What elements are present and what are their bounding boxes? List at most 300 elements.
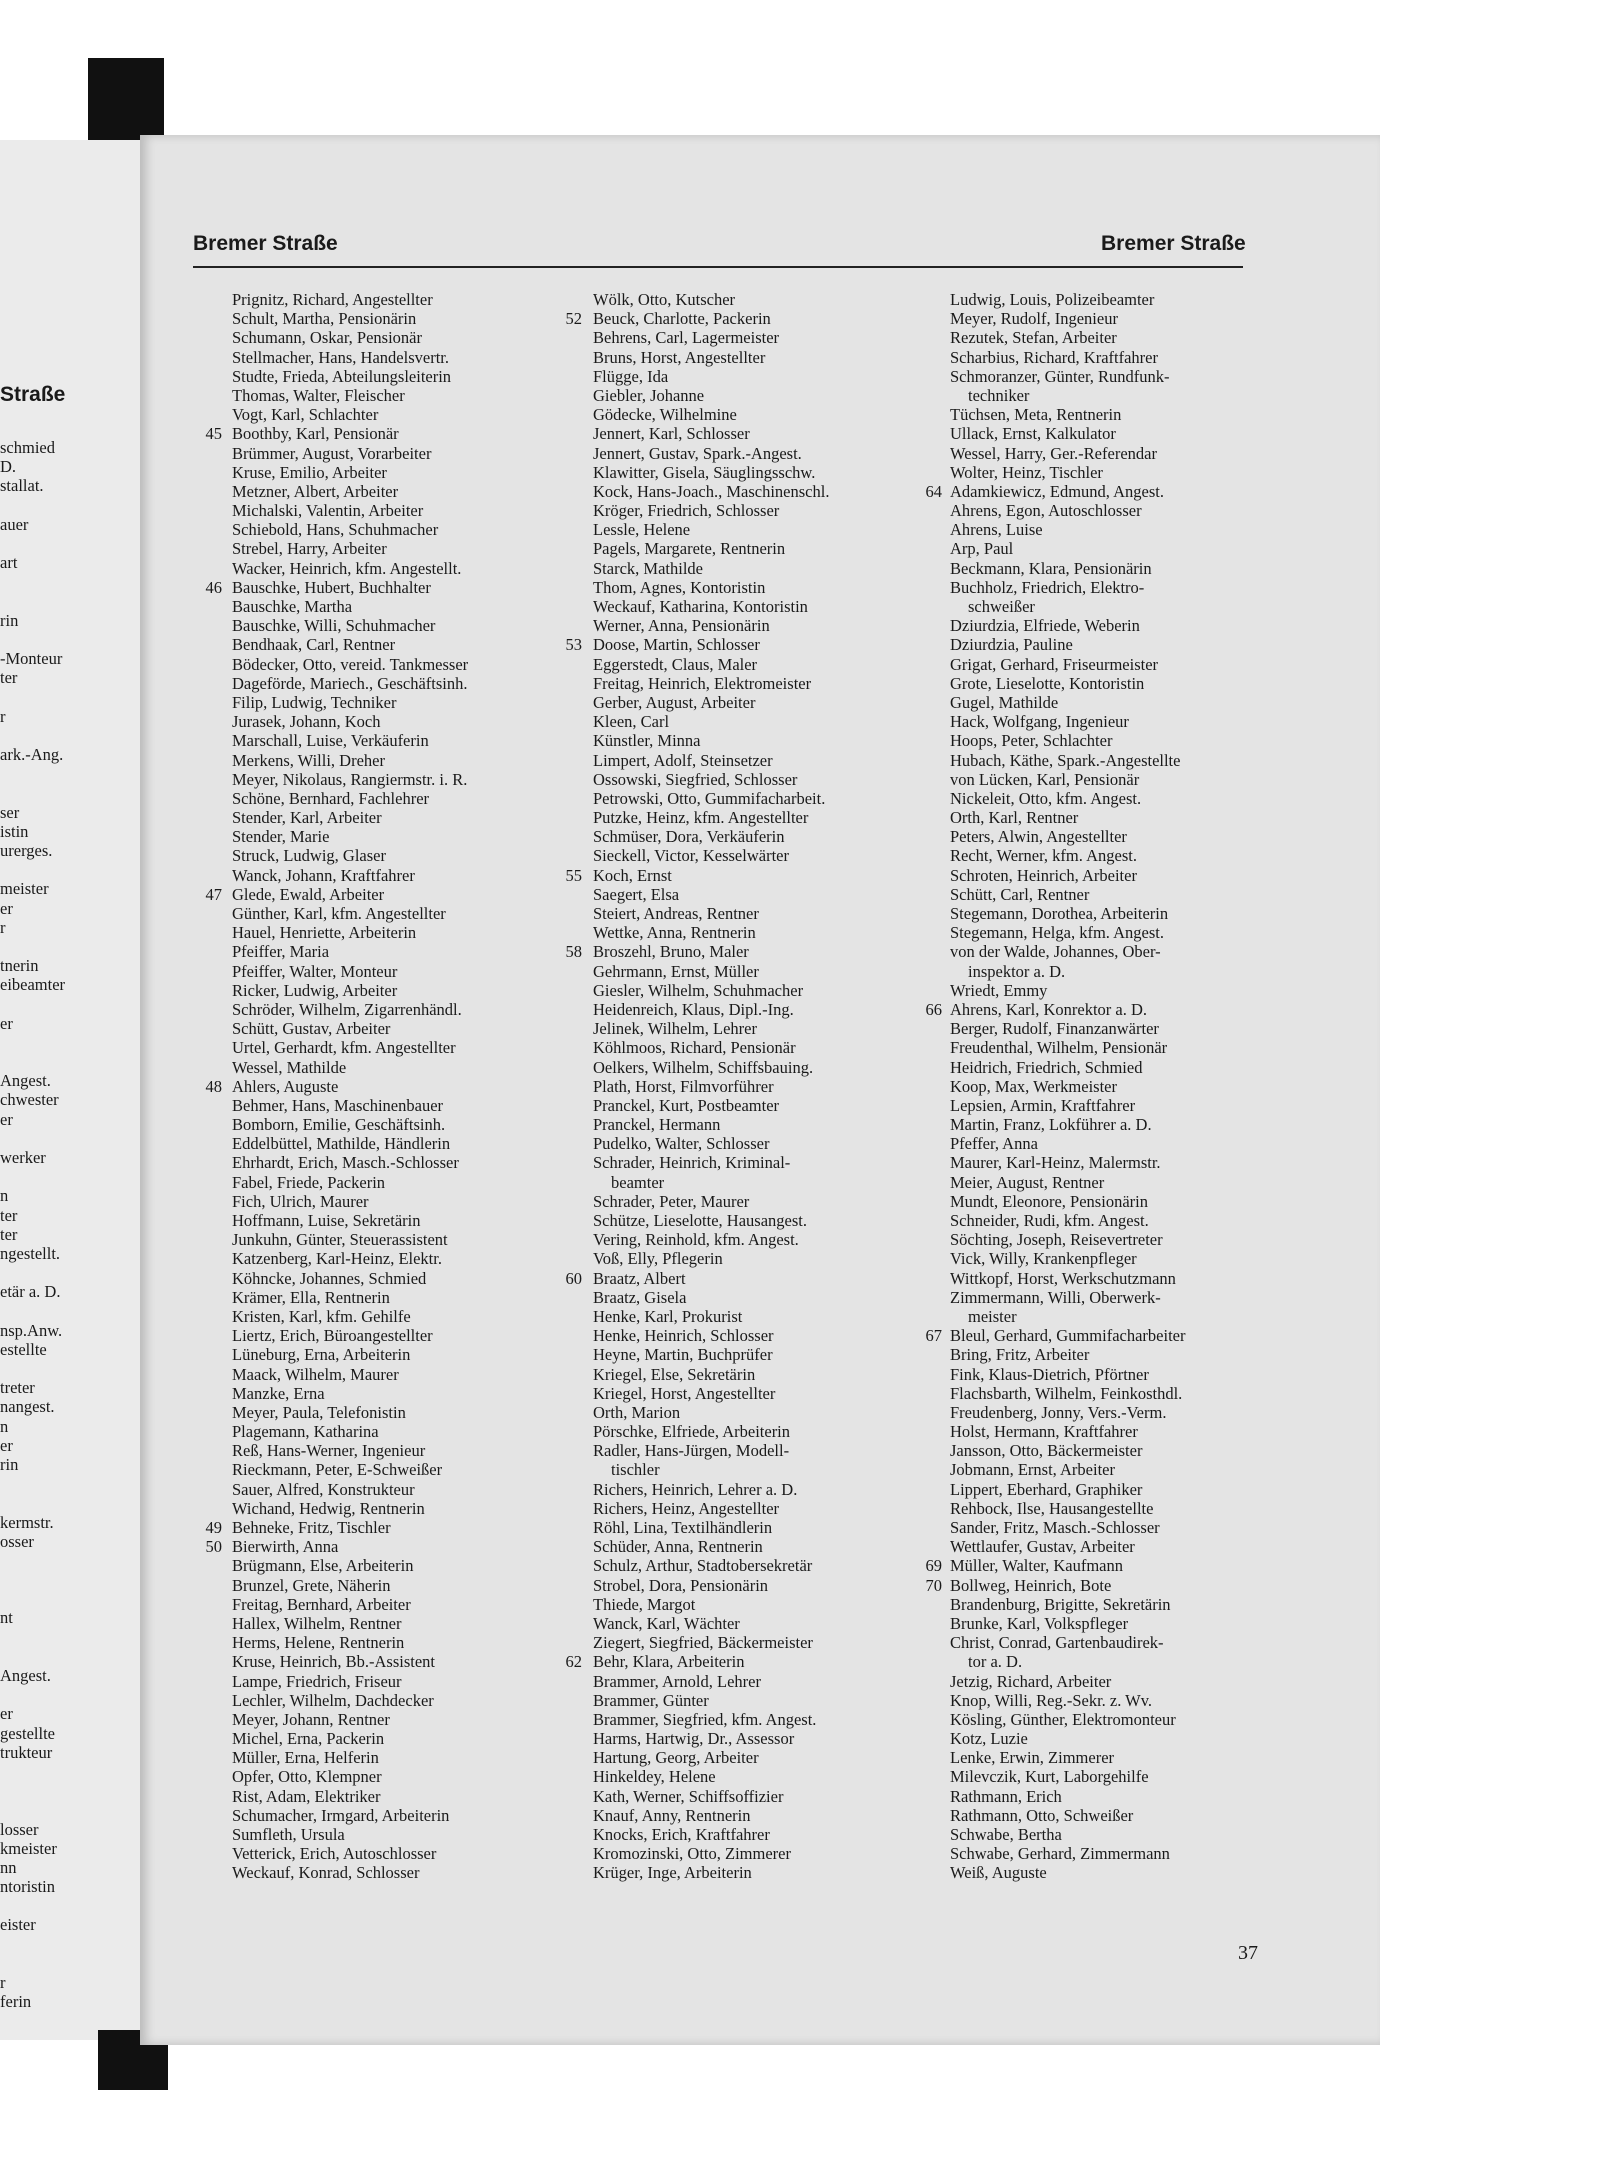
resident-text: Gödecke, Wilhelmine: [593, 405, 737, 425]
resident-entry: [550, 1038, 910, 1057]
resident-entry: [910, 827, 1250, 846]
resident-text: Dziurdzia, Pauline: [950, 635, 1073, 655]
resident-text: Grigat, Gerhard, Friseurmeister: [950, 654, 1159, 674]
resident-text: Weckauf, Konrad, Schlosser: [232, 1863, 420, 1883]
resident-text: Giesler, Wilhelm, Schuhmacher: [593, 980, 804, 1000]
resident-text: Merkens, Willi, Dreher: [232, 750, 385, 770]
resident-text: Günther, Karl, kfm. Angestellter: [232, 904, 446, 923]
resident-text: Stegemann, Helga, kfm. Angest.: [950, 923, 1165, 943]
left-page-entry: ser: [0, 802, 20, 822]
resident-entry: [190, 1365, 560, 1384]
resident-text: Pagels, Margarete, Rentnerin: [593, 539, 786, 559]
resident-entry: [910, 539, 1250, 558]
house-number: 47: [205, 884, 222, 904]
resident-text: Fabel, Friede, Packerin: [232, 1172, 386, 1192]
resident-text: Lepsien, Armin, Kraftfahrer: [950, 1095, 1136, 1115]
resident-entry: [190, 501, 560, 520]
resident-entry: [910, 616, 1250, 635]
resident-entry: [910, 1403, 1250, 1422]
left-page-entry: er: [0, 1435, 13, 1455]
resident-entry: [190, 827, 560, 846]
resident-text: Meier, August, Rentner: [950, 1172, 1105, 1192]
resident-entry: [190, 942, 560, 961]
left-page-entry: meister: [0, 879, 49, 899]
resident-entry: [910, 1211, 1250, 1230]
left-page-entry: [0, 994, 138, 1013]
resident-entry: [550, 1096, 910, 1115]
resident-text: Eddelbüttel, Mathilde, Händlerin: [232, 1134, 451, 1154]
resident-entry: [550, 827, 910, 846]
house-number: 52: [565, 309, 582, 329]
left-page-entry: n: [0, 1416, 9, 1436]
resident-text: Pfeiffer, Maria: [232, 942, 330, 962]
left-page-entry: [0, 1474, 138, 1493]
resident-entry: [190, 1691, 560, 1710]
resident-entry: [190, 1748, 560, 1767]
resident-text: Lippert, Eberhard, Graphiker: [950, 1479, 1143, 1499]
left-page-entry: etär a. D.: [0, 1282, 61, 1302]
resident-text: Manzke, Erna: [232, 1383, 325, 1403]
resident-entry: [910, 655, 1250, 674]
resident-text: Martin, Franz, Lokführer a. D.: [950, 1115, 1152, 1135]
resident-entry: [190, 1480, 560, 1499]
resident-entry: [550, 674, 910, 693]
left-page-entry: schmied: [0, 438, 55, 457]
resident-text: Müller, Erna, Helferin: [232, 1748, 379, 1768]
resident-text: Jetzig, Richard, Arbeiter: [950, 1671, 1112, 1691]
resident-entry: [910, 1000, 1250, 1019]
resident-entry-continuation: [910, 1652, 1250, 1671]
resident-text: Schneider, Rudi, kfm. Angest.: [950, 1211, 1149, 1230]
left-page-entry: Angest.: [0, 1666, 51, 1685]
resident-text: Kleen, Carl: [593, 712, 670, 732]
resident-entry: [190, 1192, 560, 1211]
left-page-entry: ferin: [0, 1992, 32, 2012]
resident-entry: [910, 1326, 1250, 1345]
resident-text: Kotz, Luzie: [950, 1729, 1028, 1749]
resident-text: Fich, Ulrich, Maurer: [232, 1191, 369, 1211]
resident-text: Knop, Willi, Reg.-Sekr. z. Wv.: [950, 1690, 1153, 1710]
resident-entry: [190, 635, 560, 654]
resident-text: Starck, Mathilde: [593, 558, 703, 578]
resident-entry: [550, 520, 910, 539]
resident-entry: [550, 904, 910, 923]
house-number: 62: [565, 1652, 582, 1672]
left-page-entry: ark.-Ang.: [0, 745, 64, 764]
left-page-entry: werker: [0, 1147, 46, 1167]
resident-text: Rathmann, Otto, Schweißer: [950, 1805, 1134, 1825]
resident-entry: [550, 1134, 910, 1153]
resident-text: Freudenthal, Wilhelm, Pensionär: [950, 1038, 1168, 1058]
resident-entry: [910, 770, 1250, 789]
resident-text: Wittkopf, Horst, Werkschutzmann: [950, 1268, 1176, 1288]
resident-text: Schüder, Anna, Rentnerin: [593, 1537, 763, 1557]
running-head-right: Bremer Straße: [1101, 232, 1246, 255]
left-page-entry: [0, 1762, 138, 1781]
resident-text: Kriegel, Horst, Angestellter: [593, 1383, 776, 1403]
resident-entry: [550, 885, 910, 904]
resident-entry: [550, 1345, 910, 1364]
left-page-entry: osser: [0, 1531, 34, 1551]
resident-text: Bring, Fritz, Arbeiter: [950, 1345, 1090, 1365]
left-page-entry: [0, 1570, 138, 1589]
house-number: 64: [925, 481, 942, 501]
resident-text: Maurer, Karl-Heinz, Malermstr.: [950, 1153, 1161, 1173]
resident-entry: [910, 1767, 1250, 1786]
resident-entry: [910, 1806, 1250, 1825]
resident-entry: [550, 712, 910, 731]
left-page-entry: auer: [0, 514, 29, 534]
resident-text: Mundt, Eleonore, Pensionärin: [950, 1191, 1148, 1211]
resident-text: Katzenberg, Karl-Heinz, Elektr.: [232, 1249, 442, 1269]
resident-text: Schiebold, Hans, Schuhmacher: [232, 520, 439, 540]
resident-text: Wettke, Anna, Rentnerin: [593, 923, 756, 943]
resident-entry: [190, 290, 560, 309]
left-page-entry: r: [0, 917, 6, 937]
left-page-entry: trukteur: [0, 1742, 53, 1762]
resident-entry: [190, 405, 560, 424]
resident-text: Broszehl, Bruno, Maler: [593, 942, 749, 962]
left-page-entry: Angest.: [0, 1071, 51, 1091]
resident-entry: [550, 616, 910, 635]
left-page-entry: ter: [0, 1224, 18, 1244]
resident-text: Schult, Martha, Pensionärin: [232, 309, 417, 329]
resident-text: Gerber, August, Arbeiter: [593, 692, 756, 712]
resident-entry: [190, 1077, 560, 1096]
resident-text: Doose, Martin, Schlosser: [593, 635, 760, 655]
resident-entry: [550, 1633, 910, 1652]
resident-entry: [550, 1787, 910, 1806]
resident-text: Pudelko, Walter, Schlosser: [593, 1134, 770, 1154]
resident-entry: [550, 1153, 910, 1172]
resident-text: Wichand, Hedwig, Rentnerin: [232, 1498, 425, 1518]
resident-entry: [550, 1480, 910, 1499]
resident-entry: [550, 1652, 910, 1671]
resident-entry: [550, 348, 910, 367]
resident-text: Meyer, Rudolf, Ingenieur: [950, 309, 1118, 329]
resident-text: Kösling, Günther, Elektromonteur: [950, 1709, 1176, 1729]
resident-entry: [910, 789, 1250, 808]
resident-entry: [190, 751, 560, 770]
resident-entry: [190, 1058, 560, 1077]
resident-text: Wolter, Heinz, Tischler: [950, 462, 1103, 482]
resident-text: Reß, Hans-Werner, Ingenieur: [232, 1441, 426, 1461]
resident-entry: [190, 1499, 560, 1518]
resident-text: Michel, Erna, Packerin: [232, 1729, 385, 1749]
left-page-entry: rin: [0, 1454, 19, 1474]
resident-entry: [910, 751, 1250, 770]
left-page-entry: [0, 687, 138, 706]
resident-text: Milevczik, Kurt, Laborgehilfe: [950, 1767, 1149, 1787]
resident-text: Grote, Lieselotte, Kontoristin: [950, 673, 1145, 693]
resident-text: Giebler, Johanne: [593, 385, 705, 405]
resident-text: Putzke, Heinz, kfm. Angestellter: [593, 808, 809, 828]
resident-text: Berger, Rudolf, Finanzanwärter: [950, 1019, 1159, 1039]
resident-entry-continuation: [910, 597, 1250, 616]
resident-entry-continuation: [910, 962, 1250, 981]
resident-entry: [910, 1480, 1250, 1499]
house-number: 70: [925, 1575, 942, 1595]
resident-text: Ullack, Ernst, Kalkulator: [950, 424, 1116, 444]
resident-text: Rist, Adam, Elektriker: [232, 1786, 381, 1806]
resident-entry: [190, 559, 560, 578]
house-number: 49: [205, 1518, 222, 1537]
resident-text: Wessel, Mathilde: [232, 1057, 347, 1077]
resident-entry: [910, 808, 1250, 827]
left-page-entry: er: [0, 1109, 13, 1129]
left-page-entries: [0, 438, 138, 2011]
left-page-entry: ntoristin: [0, 1877, 56, 1897]
resident-entry: [550, 1326, 910, 1345]
resident-text: Heidrich, Friedrich, Schmied: [950, 1057, 1143, 1077]
resident-text: Knauf, Anny, Rentnerin: [593, 1805, 751, 1825]
resident-text: Meyer, Paula, Telefonistin: [232, 1402, 406, 1422]
resident-entry: [910, 1384, 1250, 1403]
resident-text: Pranckel, Hermann: [593, 1115, 721, 1135]
resident-text: Thom, Agnes, Kontoristin: [593, 577, 766, 597]
resident-entry: [550, 1058, 910, 1077]
resident-text: Söchting, Joseph, Reisevertreter: [950, 1230, 1163, 1250]
resident-text: Liertz, Erich, Büroangestellter: [232, 1326, 433, 1346]
resident-entry: [550, 309, 910, 328]
resident-text: Ziegert, Siegfried, Bäckermeister: [593, 1633, 813, 1653]
resident-text: Recht, Werner, kfm. Angest.: [950, 846, 1137, 866]
resident-entry: [190, 1269, 560, 1288]
directory-column-3: [910, 290, 1250, 1883]
resident-entry: [190, 1518, 560, 1537]
resident-text: Köhlmoos, Richard, Pensionär: [593, 1038, 796, 1058]
resident-entry: [190, 1000, 560, 1019]
resident-entry: [910, 1633, 1250, 1652]
resident-text: Bleul, Gerhard, Gummifacharbeiter: [950, 1326, 1186, 1346]
resident-entry-continuation: [910, 386, 1250, 405]
left-page-entry: eister: [0, 1915, 36, 1935]
resident-entry: [190, 1288, 560, 1307]
resident-text: Vogt, Karl, Schlachter: [232, 405, 379, 425]
left-page-entry: chwester: [0, 1090, 59, 1110]
resident-entry: [550, 923, 910, 942]
resident-entry: [190, 1038, 560, 1057]
left-page-entry: [0, 1493, 138, 1512]
resident-text: Hoffmann, Luise, Sekretärin: [232, 1211, 421, 1230]
resident-entry: [550, 597, 910, 616]
resident-entry: [910, 1460, 1250, 1479]
resident-text: Adamkiewicz, Edmund, Angest.: [950, 481, 1165, 501]
resident-text: Struck, Ludwig, Glaser: [232, 846, 386, 866]
left-page-entry: [0, 1167, 138, 1186]
resident-entry: [910, 1844, 1250, 1863]
resident-text: Gehrmann, Ernst, Müller: [593, 961, 759, 981]
left-page-entry: urerges.: [0, 840, 53, 860]
resident-entry: [550, 1441, 910, 1460]
resident-text: Koop, Max, Werkmeister: [950, 1076, 1117, 1096]
resident-text: Bendhaak, Carl, Rentner: [232, 635, 396, 655]
resident-text: Strebel, Harry, Arbeiter: [232, 539, 387, 559]
resident-text: Kock, Hans-Joach., Maschinenschl.: [593, 481, 830, 501]
left-page-entry: [0, 1954, 138, 1973]
directory-column-2: [550, 290, 910, 1883]
resident-text: Röhl, Lina, Textilhändlerin: [593, 1518, 773, 1537]
resident-text: Sieckell, Victor, Kesselwärter: [593, 846, 789, 866]
resident-text: Köhncke, Johannes, Schmied: [232, 1268, 427, 1288]
resident-text: Müller, Walter, Kaufmann: [950, 1556, 1123, 1576]
house-number: 50: [205, 1537, 222, 1557]
resident-text: Lessle, Helene: [593, 520, 691, 540]
left-page-entry: estellte: [0, 1339, 47, 1359]
resident-text: Behr, Klara, Arbeiterin: [593, 1652, 745, 1672]
resident-entry: [550, 367, 910, 386]
resident-text: Freitag, Bernhard, Arbeiter: [232, 1594, 411, 1614]
resident-entry: [190, 1384, 560, 1403]
resident-entry: [550, 1595, 910, 1614]
resident-text: Hubach, Käthe, Spark.-Angestellte: [950, 750, 1181, 770]
resident-entry: [550, 463, 910, 482]
resident-text: Schrader, Heinrich, Kriminal-: [593, 1153, 791, 1173]
resident-text: Schroten, Heinrich, Arbeiter: [950, 865, 1137, 885]
resident-text: Brandenburg, Brigitte, Sekretärin: [950, 1594, 1171, 1614]
resident-entry: [910, 1077, 1250, 1096]
resident-entry: [910, 846, 1250, 865]
resident-entry: [550, 866, 910, 885]
resident-entry: [910, 328, 1250, 347]
resident-text: Pranckel, Kurt, Postbeamter: [593, 1095, 780, 1115]
left-page-entry: [0, 592, 138, 611]
resident-entry: [910, 424, 1250, 443]
resident-text: Beckmann, Klara, Pensionärin: [950, 558, 1152, 578]
resident-text: Freitag, Heinrich, Elektromeister: [593, 673, 812, 693]
resident-entry: [910, 674, 1250, 693]
resident-entry: [190, 808, 560, 827]
resident-entry: [550, 1748, 910, 1767]
resident-text: Bierwirth, Anna: [232, 1537, 339, 1557]
left-page-entry: er: [0, 1013, 13, 1033]
resident-entry: [190, 712, 560, 731]
resident-text: Wölk, Otto, Kutscher: [593, 290, 736, 309]
resident-entry: [550, 770, 910, 789]
resident-text: Brammer, Siegfried, kfm. Angest.: [593, 1709, 817, 1729]
resident-entry: [190, 1825, 560, 1844]
resident-text: tischler: [611, 1460, 660, 1480]
left-page-entry: [0, 1359, 138, 1378]
resident-text: Behrens, Carl, Lagermeister: [593, 328, 780, 348]
resident-text: Meyer, Johann, Rentner: [232, 1709, 390, 1729]
resident-text: Wanck, Johann, Kraftfahrer: [232, 865, 415, 885]
resident-entry: [550, 1672, 910, 1691]
resident-text: Thiede, Margot: [593, 1594, 696, 1614]
resident-text: Lenke, Erwin, Zimmerer: [950, 1748, 1115, 1768]
resident-entry: [190, 1249, 560, 1268]
house-number: 55: [565, 865, 582, 885]
resident-text: Orth, Marion: [593, 1402, 681, 1422]
left-page-entry: [0, 1800, 138, 1819]
left-page-entry: [0, 534, 138, 553]
left-page-entry: [0, 1628, 138, 1647]
resident-entry-continuation: [550, 1173, 910, 1192]
resident-text: Henke, Karl, Prokurist: [593, 1306, 743, 1326]
resident-entry: [910, 1576, 1250, 1595]
resident-entry: [910, 290, 1250, 309]
resident-text: Schmoranzer, Günter, Rundfunk-: [950, 366, 1170, 386]
resident-entry: [550, 290, 910, 309]
left-page-entry: [0, 1129, 138, 1148]
resident-text: Pörschke, Elfriede, Arbeiterin: [593, 1422, 791, 1442]
resident-entry: [550, 1288, 910, 1307]
resident-entry: [190, 597, 560, 616]
resident-text: Studte, Frieda, Abteilungsleiterin: [232, 366, 452, 386]
resident-text: Kristen, Karl, kfm. Gehilfe: [232, 1306, 411, 1326]
resident-entry: [910, 923, 1250, 942]
resident-text: Ahrens, Karl, Konrektor a. D.: [950, 999, 1148, 1019]
resident-entry: [910, 1249, 1250, 1268]
left-page-entry: [0, 1589, 138, 1608]
resident-entry: [190, 674, 560, 693]
resident-text: Ahrens, Luise: [950, 520, 1043, 540]
resident-text: Metzner, Albert, Arbeiter: [232, 481, 399, 501]
resident-text: Junkuhn, Günter, Steuerassistent: [232, 1230, 448, 1250]
resident-text: Wettlaufer, Gustav, Arbeiter: [950, 1537, 1135, 1557]
resident-entry: [190, 367, 560, 386]
left-page-entry: [0, 764, 138, 783]
resident-text: Behmer, Hans, Maschinenbauer: [232, 1095, 444, 1115]
resident-text: Plagemann, Katharina: [232, 1422, 379, 1442]
resident-text: Pfeffer, Anna: [950, 1134, 1038, 1154]
resident-text: Dziurdzia, Elfriede, Weberin: [950, 616, 1140, 636]
resident-entry: [910, 1230, 1250, 1249]
resident-entry: [550, 751, 910, 770]
house-number: 45: [205, 424, 222, 444]
left-page-entry: tnerin: [0, 956, 39, 976]
resident-text: Wriedt, Emmy: [950, 980, 1048, 1000]
resident-entry: [190, 693, 560, 712]
resident-text: Arp, Paul: [950, 539, 1014, 559]
resident-text: Strobel, Dora, Pensionärin: [593, 1575, 769, 1595]
resident-entry: [190, 1230, 560, 1249]
resident-entry: [550, 962, 910, 981]
resident-text: Schütze, Lieselotte, Hausangest.: [593, 1211, 807, 1230]
left-page-fragment: [0, 140, 140, 2040]
resident-text: Lechler, Wilhelm, Dachdecker: [232, 1690, 434, 1710]
resident-entry: [910, 501, 1250, 520]
resident-entry: [910, 482, 1250, 501]
house-number: 67: [925, 1326, 942, 1346]
resident-entry: [910, 885, 1250, 904]
left-page-entry: er: [0, 898, 13, 918]
left-page-entry: [0, 937, 138, 956]
resident-text: Nickeleit, Otto, kfm. Angest.: [950, 788, 1142, 808]
resident-entry: [910, 1614, 1250, 1633]
left-page-entry: [0, 1263, 138, 1282]
house-number: 58: [565, 942, 582, 962]
house-number: 60: [565, 1268, 582, 1288]
resident-entry: [910, 463, 1250, 482]
left-page-entry: [0, 783, 138, 802]
left-page-entry: [0, 1033, 138, 1052]
resident-text: Stellmacher, Hans, Handelsvertr.: [232, 347, 449, 367]
resident-entry: [550, 1537, 910, 1556]
resident-entry: [910, 578, 1250, 597]
resident-text: Sumfleth, Ursula: [232, 1825, 345, 1844]
house-number: 46: [205, 577, 222, 597]
resident-entry: [550, 1019, 910, 1038]
house-number: 48: [205, 1076, 222, 1096]
resident-text: Ludwig, Louis, Polizeibeamter: [950, 290, 1155, 309]
resident-text: Ricker, Ludwig, Arbeiter: [232, 980, 398, 1000]
resident-text: von der Walde, Johannes, Ober-: [950, 942, 1161, 962]
resident-entry: [910, 1096, 1250, 1115]
resident-text: Marschall, Luise, Verkäuferin: [232, 731, 429, 751]
resident-entry: [910, 1748, 1250, 1767]
resident-text: Vick, Willy, Krankenpfleger: [950, 1249, 1137, 1269]
